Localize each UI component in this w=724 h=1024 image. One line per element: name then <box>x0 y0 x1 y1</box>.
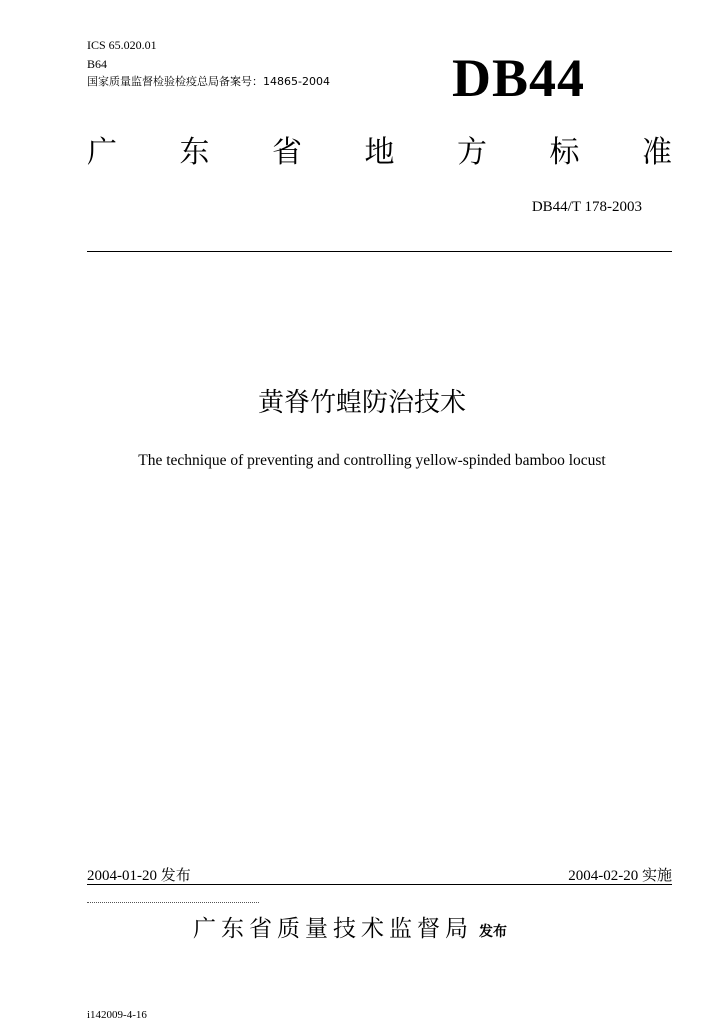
standard-category-title <box>87 133 672 173</box>
standard-title-char: 方 <box>457 135 487 170</box>
standard-title-char: 广 <box>87 135 117 170</box>
top-divider <box>87 251 672 252</box>
ics-code: ICS 65.020.01 <box>87 38 157 52</box>
implementation-date: 2004-02-20 实施 <box>568 868 672 884</box>
standard-title-char: 地 <box>364 135 395 170</box>
ccs-code: B64 <box>87 57 108 71</box>
issuing-authority: 广东省质量技术监督局 <box>193 916 473 942</box>
db-logo: DB44 <box>452 48 586 108</box>
bottom-divider <box>87 884 672 885</box>
standard-title-char: 东 <box>179 135 210 170</box>
standard-number: DB44/T 178-2003 <box>531 199 642 215</box>
issue-date: 2004-01-20 发布 <box>87 868 191 884</box>
standard-title-char: 准 <box>642 135 672 170</box>
document-title-chinese: 黄脊竹蝗防治技术 <box>257 388 466 418</box>
record-number: 国家质量监督检验检疫总局备案号：14865-2004 <box>87 75 330 88</box>
dotted-divider <box>87 902 259 903</box>
standard-title-char: 标 <box>549 135 580 170</box>
issuer-line <box>193 910 507 943</box>
document-title-english: The technique of preventing and controlling yellow-spinded bamboo locust <box>138 452 606 469</box>
footer-code: i142009-4-16 <box>87 1009 147 1021</box>
standard-title-char: 省 <box>272 135 302 170</box>
publish-label: 发布 <box>479 924 507 940</box>
